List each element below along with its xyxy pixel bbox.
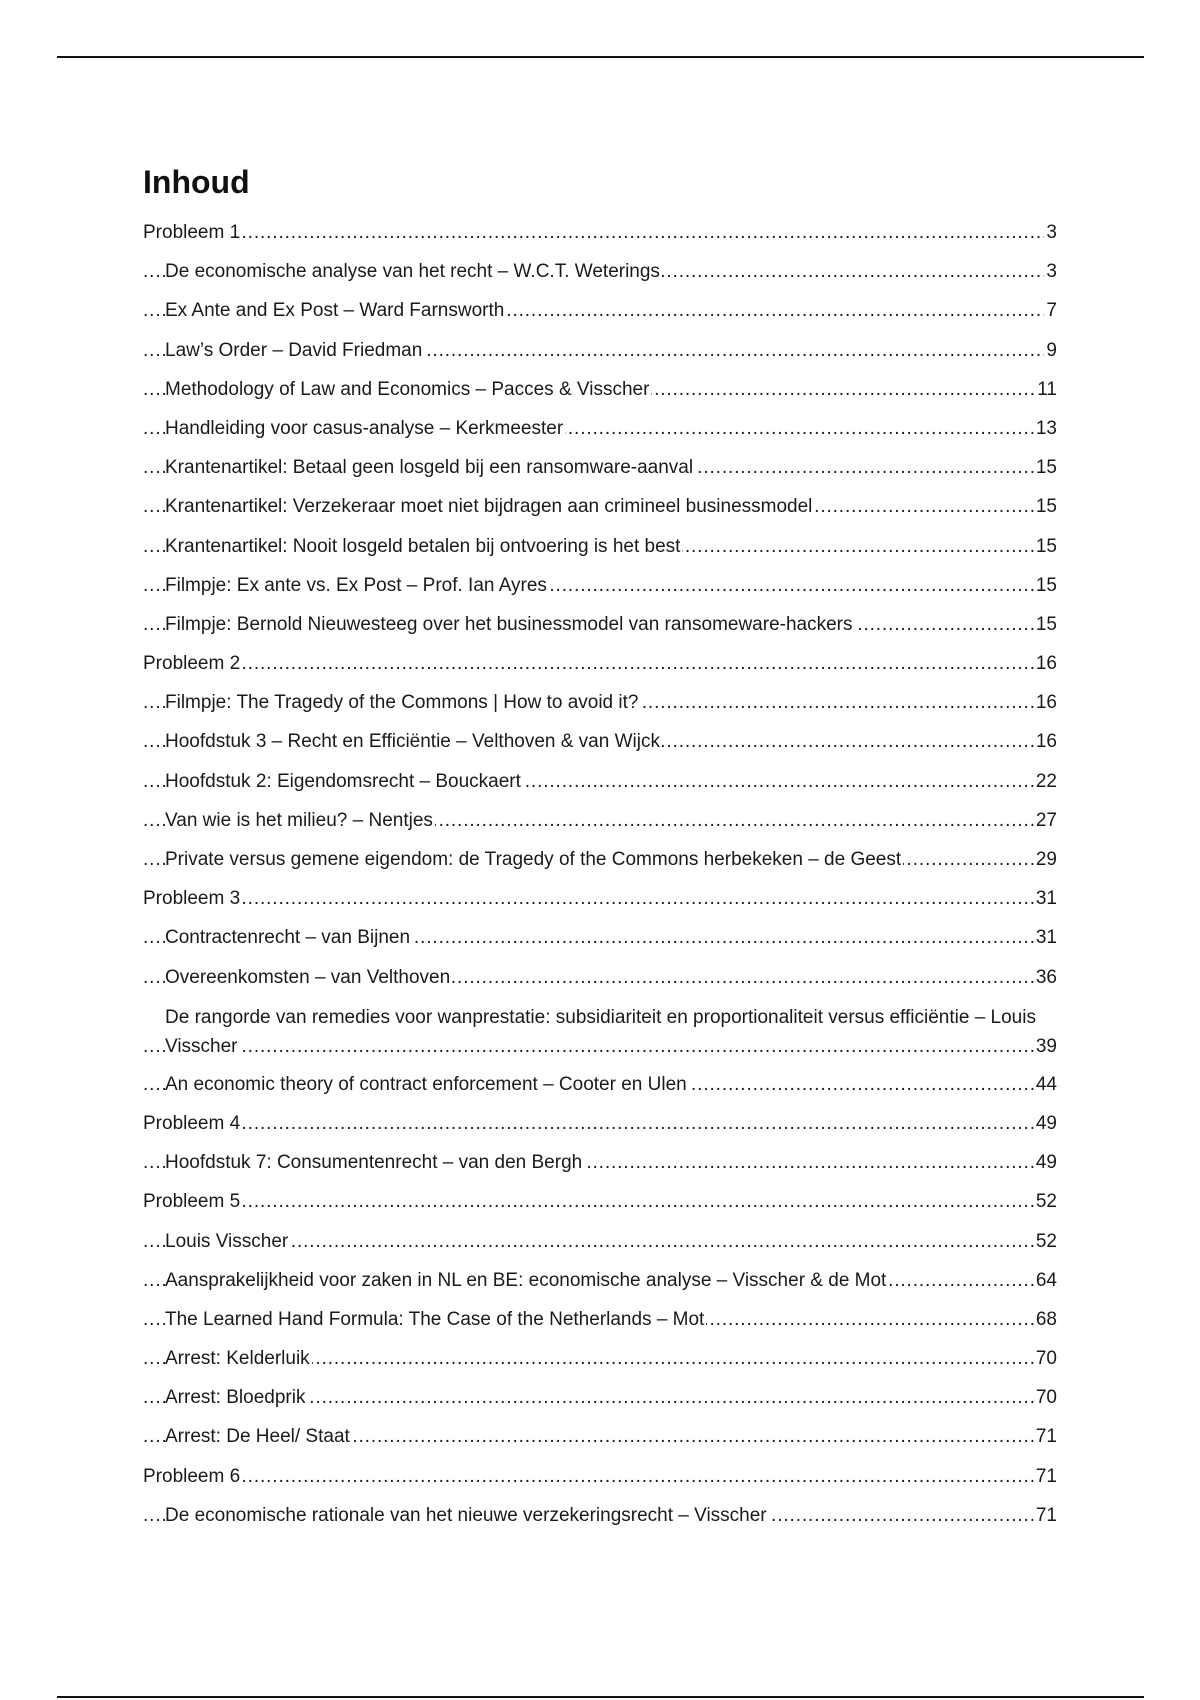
- toc-dot-leader: [143, 1032, 1057, 1061]
- toc-subsection-entry[interactable]: [143, 376, 1057, 404]
- toc-subsection-entry[interactable]: [143, 846, 1057, 874]
- toc-dot-leader: [143, 885, 1057, 913]
- toc-subsection-entry[interactable]: [143, 1228, 1057, 1256]
- toc-page-number: 29: [1034, 846, 1057, 874]
- toc-subsection-entry[interactable]: [143, 807, 1057, 835]
- toc-entry-title: Krantenartikel: Verzekeraar moet niet bijdragen aan crimineel businessmodel: [165, 496, 813, 518]
- toc-page-number: 9: [1044, 337, 1057, 365]
- toc-page-number: 52: [1034, 1228, 1057, 1256]
- toc-subsection-entry[interactable]: [143, 728, 1057, 756]
- toc-subsection-entry[interactable]: [143, 493, 1057, 521]
- toc-subsection-entry[interactable]: [143, 1423, 1057, 1451]
- toc-entry-title: Hoofdstuk 2: Eigendomsrecht – Bouckaert: [165, 770, 521, 792]
- toc-page-number: 15: [1034, 572, 1057, 600]
- toc-entry-title: Overeenkomsten – van Velthoven: [165, 966, 451, 988]
- toc-subsection-entry[interactable]: [143, 1267, 1057, 1295]
- toc-subsection-entry[interactable]: [143, 258, 1057, 286]
- toc-dot-leader: [143, 650, 1057, 678]
- toc-dot-leader: [143, 1463, 1057, 1491]
- toc-page-number: 64: [1034, 1267, 1057, 1295]
- toc-page-number: 3: [1044, 258, 1057, 286]
- toc-entry-title: Hoofdstuk 7: Consumentenrecht – van den Bergh: [165, 1152, 583, 1174]
- toc-heading: Inhoud: [143, 164, 250, 200]
- toc-page-number: 52: [1034, 1188, 1057, 1216]
- toc-page-number: 39: [1034, 1032, 1057, 1061]
- toc-page-number: 68: [1034, 1306, 1057, 1334]
- toc-subsection-entry[interactable]: [143, 533, 1057, 561]
- toc-page-number: 49: [1034, 1110, 1057, 1138]
- toc-entry-title: Probleem 6: [143, 1465, 241, 1487]
- toc-page-number: 11: [1035, 376, 1057, 404]
- toc-subsection-entry[interactable]: [143, 1149, 1057, 1177]
- toc-subsection-entry[interactable]: [143, 611, 1057, 639]
- toc-entry-title: De economische analyse van het recht – W.C.T. Weterings: [165, 261, 660, 283]
- toc-section-entry[interactable]: [143, 885, 1057, 913]
- toc-page-number: 15: [1034, 454, 1057, 482]
- toc-entry-title: Arrest: Kelderluik: [165, 1348, 310, 1370]
- toc-entry-title: Filmpje: Ex ante vs. Ex Post – Prof. Ian Ayres: [165, 574, 547, 596]
- toc-page-number: 15: [1034, 533, 1057, 561]
- toc-section-entry[interactable]: [143, 1110, 1057, 1138]
- toc-dot-leader: [143, 219, 1057, 247]
- toc-page-number: 16: [1034, 728, 1057, 756]
- toc-entry-title: Probleem 3: [143, 888, 241, 910]
- toc-entry-title: Filmpje: Bernold Nieuwesteeg over het businessmodel van ransomeware-hackers: [165, 613, 853, 635]
- toc-subsection-entry[interactable]: [143, 1071, 1057, 1099]
- toc-page-number: 3: [1044, 219, 1057, 247]
- toc-section-entry[interactable]: [143, 1463, 1057, 1491]
- toc-subsection-entry[interactable]: [143, 964, 1057, 992]
- toc-entry-title: Louis Visscher: [165, 1230, 289, 1252]
- toc-page-number: 36: [1034, 964, 1057, 992]
- toc-entry-title: De economische rationale van het nieuwe verzekeringsrecht – Visscher: [165, 1504, 767, 1526]
- toc-page-number: 70: [1034, 1345, 1057, 1373]
- toc-page-number: 71: [1034, 1463, 1057, 1491]
- toc-entry-title: Private versus gemene eigendom: de Tragedy of the Commons herbekeken – de Geest: [165, 849, 902, 870]
- toc-entry-title: Arrest: Bloedprik: [165, 1387, 306, 1409]
- toc-entry-title: De rangorde van remedies voor wanprestatie: subsidiariteit en proportionaliteit versus efficiëntie – Louis Visscher: [165, 1006, 1036, 1057]
- toc-entry-title: Van wie is het milieu? – Nentjes: [165, 809, 433, 831]
- toc-subsection-entry[interactable]: [143, 689, 1057, 717]
- toc-page-number: 15: [1034, 611, 1057, 639]
- toc-entry-title: Krantenartikel: Betaal geen losgeld bij een ransomware-aanval: [165, 457, 694, 479]
- toc-entry-title: Arrest: De Heel/ Staat: [165, 1426, 350, 1448]
- toc-entry-title: Methodology of Law and Economics – Pacces & Visscher: [165, 378, 650, 400]
- toc-subsection-entry[interactable]: [143, 1502, 1057, 1530]
- footer-rule: [57, 1696, 1144, 1698]
- toc-page-number: 31: [1034, 885, 1057, 913]
- toc-page-number: 27: [1034, 807, 1057, 835]
- toc-page-number: 31: [1034, 924, 1057, 952]
- toc-entry-title: Probleem 1: [143, 222, 241, 243]
- toc-entry-title: Ex Ante and Ex Post – Ward Farnsworth: [165, 300, 505, 322]
- toc-subsection-entry[interactable]: [143, 337, 1057, 365]
- toc-page-number: 71: [1034, 1423, 1057, 1451]
- toc-entry-title: Probleem 5: [143, 1191, 241, 1213]
- toc-entry-title: Probleem 4: [143, 1112, 241, 1134]
- toc-entry-title: Contractenrecht – van Bijnen: [165, 927, 411, 949]
- toc-subsection-entry[interactable]: [143, 924, 1057, 952]
- toc-entry-title: Hoofdstuk 3 – Recht en Efficiëntie – Velthoven & van Wijck: [165, 731, 660, 753]
- toc-dot-leader: [143, 1110, 1057, 1138]
- toc-entry-title: Probleem 2: [143, 653, 241, 675]
- toc-subsection-entry[interactable]: [143, 1003, 1057, 1061]
- toc-entry-title: The Learned Hand Formula: The Case of the Netherlands – Mot: [165, 1308, 705, 1330]
- toc-subsection-entry[interactable]: [143, 572, 1057, 600]
- toc-subsection-entry[interactable]: [143, 768, 1057, 796]
- toc-page-number: 13: [1034, 415, 1057, 443]
- toc-entry-title: Aansprakelijkheid voor zaken in NL en BE: economische analyse – Visscher & de Mot: [165, 1269, 887, 1291]
- toc-subsection-entry[interactable]: [143, 454, 1057, 482]
- header-rule: [57, 56, 1144, 58]
- toc-section-entry[interactable]: [143, 650, 1057, 678]
- toc-page-number: 16: [1034, 689, 1057, 717]
- toc-page-number: 44: [1034, 1071, 1057, 1099]
- toc-subsection-entry[interactable]: [143, 415, 1057, 443]
- toc-page-number: 49: [1034, 1149, 1057, 1177]
- toc-page-number: 15: [1034, 493, 1057, 521]
- toc-entry-title: An economic theory of contract enforcement – Cooter en Ulen: [165, 1073, 687, 1095]
- toc-page-number: 16: [1034, 650, 1057, 678]
- table-of-contents: [143, 219, 1057, 1541]
- toc-section-entry[interactable]: [143, 219, 1057, 247]
- toc-entry-title: Krantenartikel: Nooit losgeld betalen bij ontvoering is het best: [165, 535, 681, 557]
- toc-entry-title: Law’s Order – David Friedman: [165, 339, 423, 361]
- toc-subsection-entry[interactable]: [143, 1306, 1057, 1334]
- toc-page-number: 70: [1034, 1384, 1057, 1412]
- toc-page-number: 22: [1034, 768, 1057, 796]
- toc-entry-title: Handleiding voor casus-analyse – Kerkmeester: [165, 417, 564, 439]
- toc-section-entry[interactable]: [143, 1188, 1057, 1216]
- toc-subsection-entry[interactable]: [143, 1345, 1057, 1373]
- toc-dot-leader: [143, 1188, 1057, 1216]
- toc-page-number: 7: [1044, 297, 1057, 325]
- toc-entry-title: Filmpje: The Tragedy of the Commons | How to avoid it?: [165, 692, 639, 714]
- toc-subsection-entry[interactable]: [143, 1384, 1057, 1412]
- toc-page-number: 71: [1034, 1502, 1057, 1530]
- toc-subsection-entry[interactable]: [143, 297, 1057, 325]
